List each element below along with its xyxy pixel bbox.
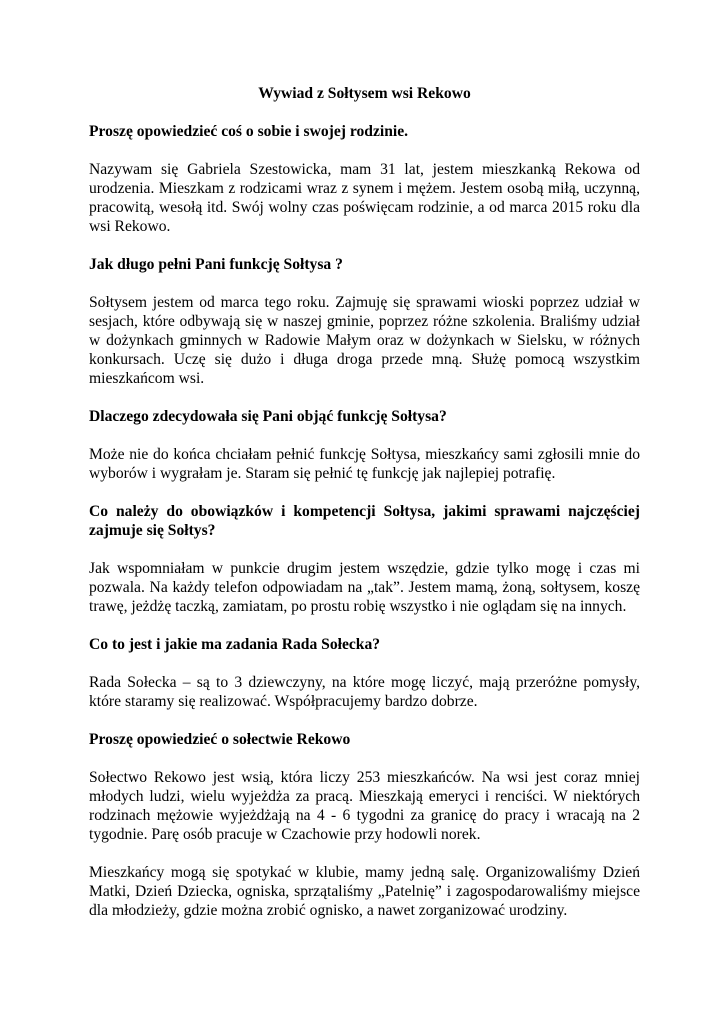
answer-paragraph: Sołtysem jestem od marca tego roku. Zajmuję się sprawami wioski poprzez udział w sesjach, które odbywają się w naszej gminie, poprzez różne szkolenia. Braliśmy udział w dożynkach gminnych w Radowie Małym oraz w dożynkach w Sielsku, w różnych konkursach. Uczę się dużo i długa droga przede mną. Służę pomocą wszystkim mieszkańcom wsi. bbox=[89, 294, 640, 387]
answer-paragraph: Jak wspomniałam w punkcie drugim jestem wszędzie, gdzie tylko mogę i czas mi pozwala. Na każdy telefon odpowiadam na „tak”. Jestem mamą, żoną, sołtysem, koszę trawę, jeżdżę taczką, zamiatam, po prostu robię wszystko i nie oglądam się na innych. bbox=[89, 560, 640, 615]
document-title: Wywiad z Sołtysem wsi Rekowo bbox=[258, 85, 471, 102]
answer-paragraph: Może nie do końca chciałam pełnić funkcję Sołtysa, mieszkańcy sami zgłosili mnie do wyborów i wygrałam je. Staram się pełnić tę funkcję jak najlepiej potrafię. bbox=[89, 446, 640, 482]
answer-paragraph: Nazywam się Gabriela Szestowicka, mam 31 lat, jestem mieszkanką Rekowa od urodzenia. Mieszkam z rodzicami wraz z synem i mężem. Jestem osobą miłą, uczynną, pracowitą, wesołą itd. Swój wolny czas poświęcam rodzinie, a od marca 2015 roku dla wsi Rekowo. bbox=[89, 161, 640, 235]
question-heading: Proszę opowiedzieć coś o sobie i swojej rodzinie. bbox=[89, 123, 409, 140]
question-heading: Co należy do obowiązków i kompetencji Sołtysa, jakimi sprawami najczęściej zajmuje się Sołtys? bbox=[89, 503, 640, 539]
question-heading: Co to jest i jakie ma zadania Rada Sołecka? bbox=[89, 636, 381, 653]
question-heading: Dlaczego zdecydowała się Pani objąć funkcję Sołtysa? bbox=[89, 408, 447, 425]
answer-paragraph: Rada Sołecka – są to 3 dziewczyny, na które mogę liczyć, mają przeróżne pomysły, które staramy się realizować. Współpracujemy bardzo dobrze. bbox=[89, 674, 640, 710]
question-heading: Jak długo pełni Pani funkcję Sołtysa ? bbox=[89, 256, 343, 273]
question-heading: Proszę opowiedzieć o sołectwie Rekowo bbox=[89, 731, 351, 748]
document-page bbox=[89, 84, 640, 939]
answer-paragraph: Sołectwo Rekowo jest wsią, która liczy 253 mieszkańców. Na wsi jest coraz mniej młodych ludzi, wielu wyjeżdża za pracą. Mieszkają emeryci i renciści. W niektórych rodzinach mężowie wyjeżdżają na 4 - 6 tygodni za granicę do pracy i wracają na 2 tygodnie. Parę osób pracuje w Czachowie przy hodowli norek. bbox=[89, 769, 640, 843]
answer-paragraph: Mieszkańcy mogą się spotykać w klubie, mamy jedną salę. Organizowaliśmy Dzień Matki, Dzień Dziecka, ogniska, sprzątaliśmy „Patelnię” i zagospodarowaliśmy miejsce dla młodzieży, gdzie można zrobić ognisko, a nawet zorganizować urodziny. bbox=[89, 864, 640, 919]
